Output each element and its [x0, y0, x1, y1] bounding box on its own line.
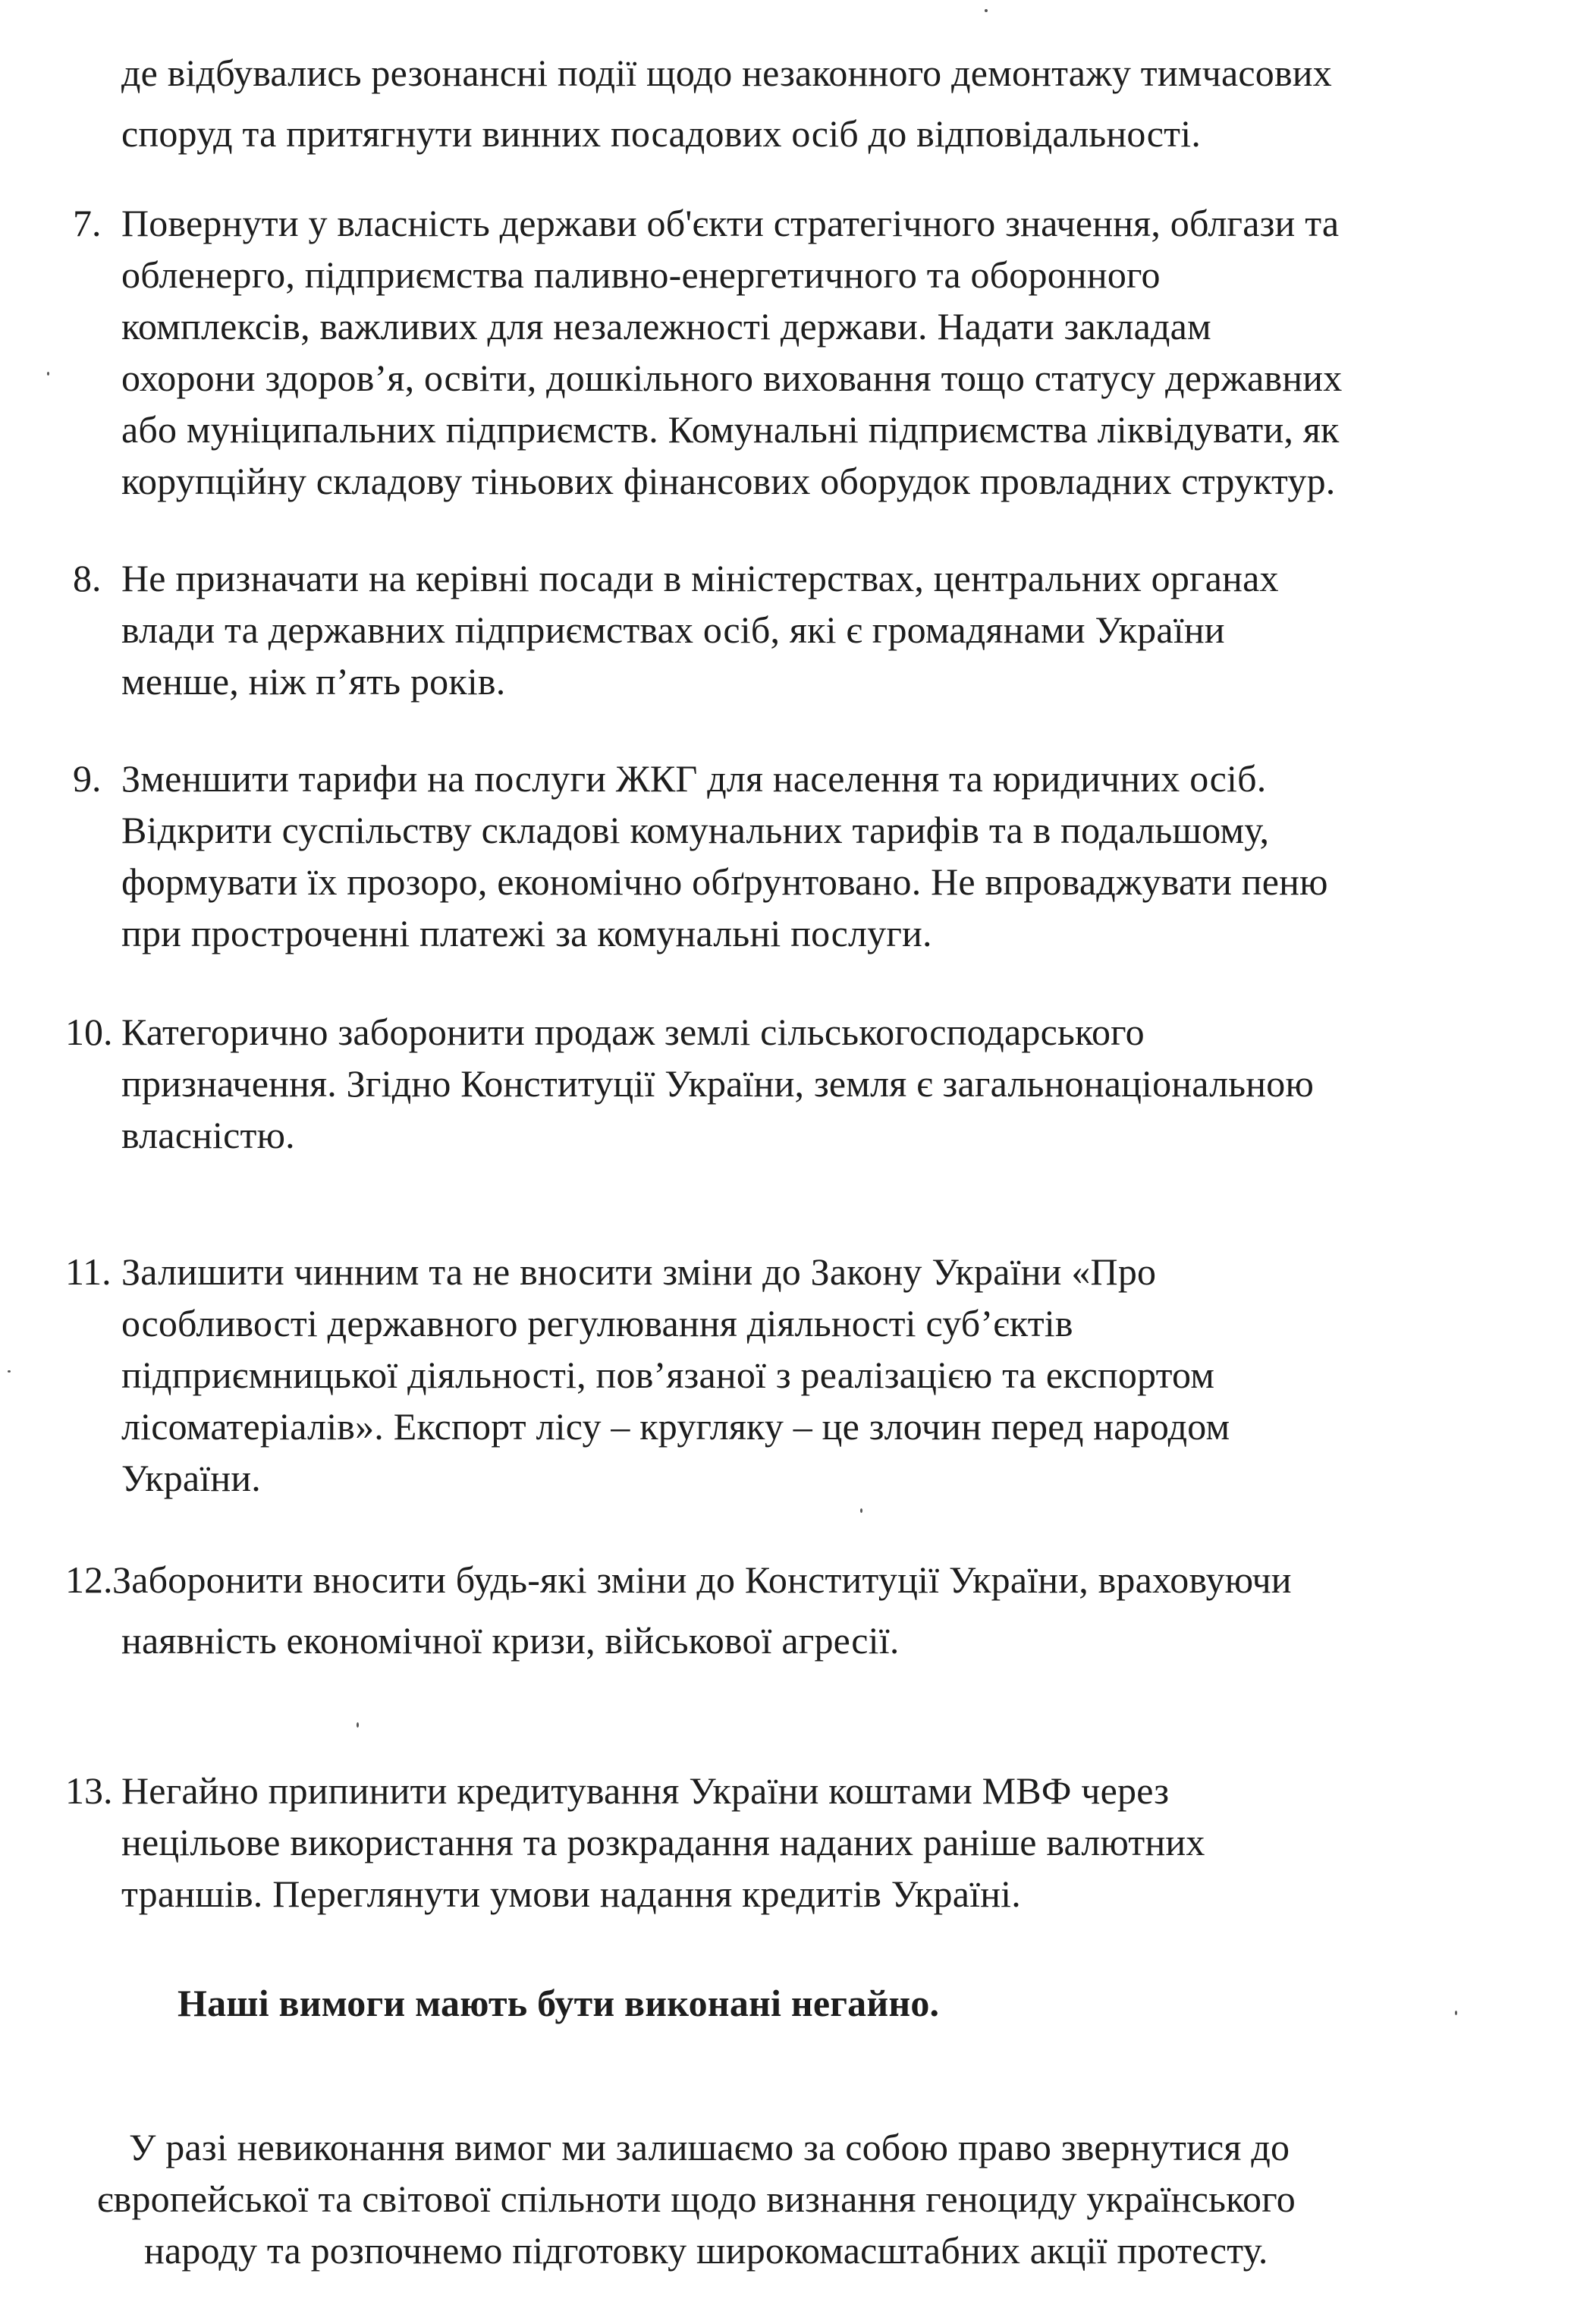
scan-speck: [47, 372, 49, 376]
item-line: формувати їх прозоро, економічно обґрунтовано. Не впроваджувати пеню: [121, 860, 1328, 903]
item-line: обленерго, підприємства паливно-енергетичного та оборонного: [121, 253, 1161, 296]
item-number: 9.: [73, 757, 102, 800]
item-number: 12.: [65, 1558, 113, 1601]
closing-line: народу та розпочнемо підготовку широкомасштабних акції протесту.: [144, 2229, 1268, 2272]
item-line: власністю.: [121, 1114, 295, 1156]
item-number: 7.: [73, 202, 102, 244]
item-line: Негайно припинити кредитування України коштами МВФ через: [121, 1769, 1170, 1812]
item-line: Категорично заборонити продаж землі сільськогосподарського: [121, 1011, 1145, 1053]
item-line: Залишити чинним та не вносити зміни до Закону України «Про: [121, 1250, 1157, 1293]
scan-speck: [1455, 2011, 1457, 2015]
item-line: при простроченні платежі за комунальні послуги.: [121, 912, 932, 954]
intro-line: споруд та притягнути винних посадових осіб до відповідальності.: [121, 112, 1202, 155]
item-line: наявність економічної кризи, військової агресії.: [121, 1619, 900, 1662]
scan-speck: [8, 1370, 11, 1373]
item-line: лісоматеріалів». Експорт лісу – кругляку – це злочин перед народом: [121, 1405, 1230, 1448]
item-line: комплексів, важливих для незалежності держави. Надати закладам: [121, 305, 1211, 347]
item-line: особливості державного регулювання діяльності суб’єктів: [121, 1302, 1073, 1344]
scan-speck: [357, 1722, 359, 1728]
demand-statement: Наші вимоги мають бути виконані негайно.: [178, 1982, 940, 2024]
item-line: України.: [121, 1457, 261, 1499]
item-line: Зменшити тарифи на послуги ЖКГ для населення та юридичних осіб.: [121, 757, 1267, 800]
item-line: підприємницької діяльності, пов’язаної з реалізацією та експортом: [121, 1354, 1215, 1396]
item-number: 10.: [65, 1011, 113, 1053]
closing-line: У разі невиконання вимог ми залишаємо за собою право звернутися до: [129, 2126, 1290, 2168]
item-line: Не призначати на керівні посади в міністерствах, центральних органах: [121, 557, 1279, 599]
item-line: менше, ніж п’ять років.: [121, 660, 506, 703]
item-line: охорони здоров’я, освіти, дошкільного виховання тощо статусу державних: [121, 357, 1343, 399]
item-line: Відкрити суспільству складові комунальних тарифів та в подальшому,: [121, 809, 1270, 851]
item-line: траншів. Переглянути умови надання кредитів Україні.: [121, 1873, 1021, 1915]
item-line: Повернути у власність держави об'єкти стратегічного значення, облгази та: [121, 202, 1340, 244]
item-line: Заборонити вносити будь-які зміни до Конституції України, враховуючи: [112, 1558, 1292, 1601]
closing-line: європейської та світової спільноти щодо визнання геноциду українського: [97, 2178, 1296, 2220]
intro-line: де відбувались резонансні події щодо незаконного демонтажу тимчасових: [121, 52, 1332, 94]
item-line: корупційну складову тіньових фінансових оборудок провладних структур.: [121, 460, 1336, 502]
item-line: або муніципальних підприємств. Комунальні підприємства ліквідувати, як: [121, 408, 1340, 451]
scan-speck: [985, 9, 988, 12]
item-line: призначення. Згідно Конституції України, земля є загальнонаціональною: [121, 1062, 1315, 1105]
item-line: нецільове використання та розкрадання наданих раніше валютних: [121, 1821, 1205, 1863]
scan-speck: [860, 1508, 862, 1513]
item-number: 8.: [73, 557, 102, 599]
item-number: 13.: [65, 1769, 113, 1812]
item-number: 11.: [65, 1250, 112, 1293]
item-line: влади та державних підприємствах осіб, які є громадянами України: [121, 608, 1225, 651]
